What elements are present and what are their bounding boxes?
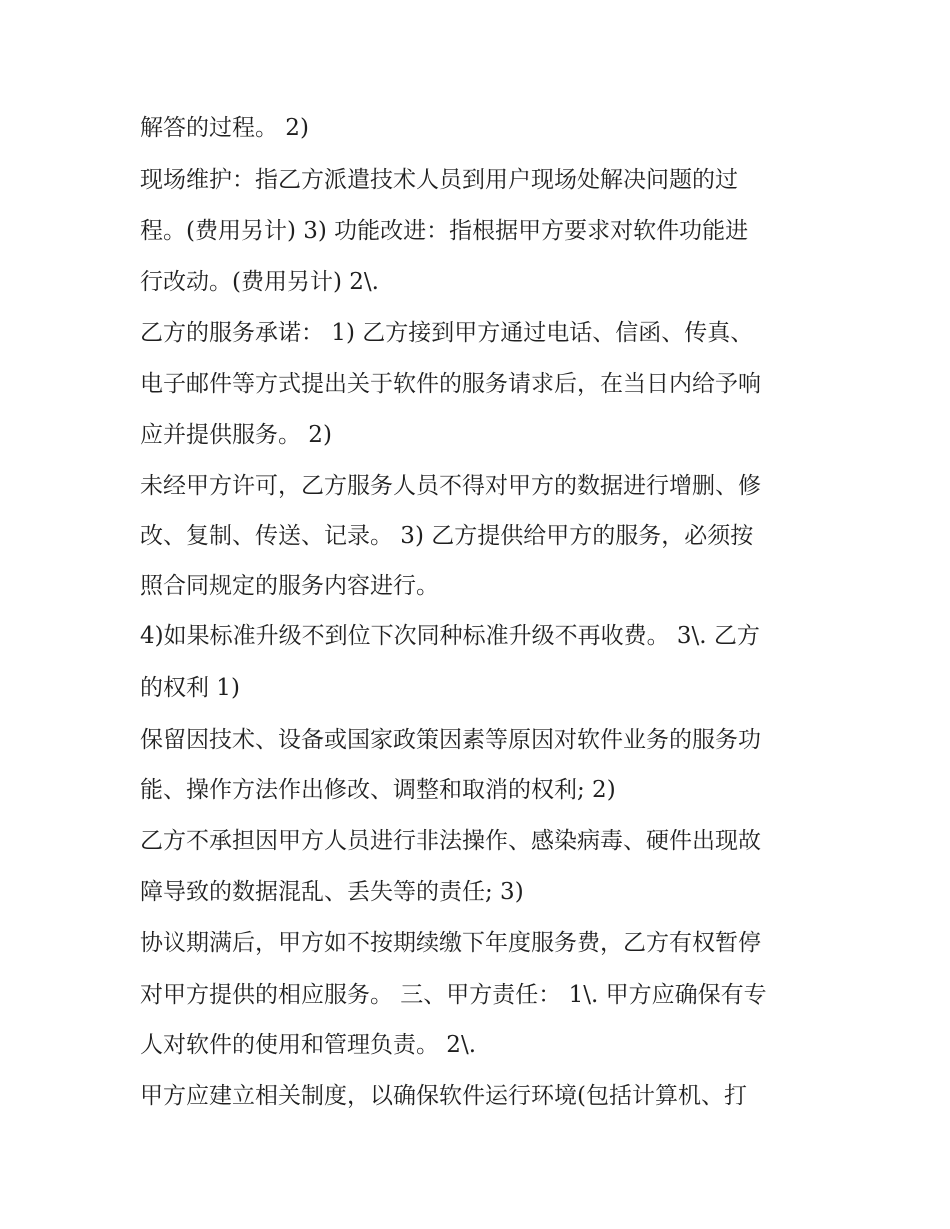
text-line: 照合同规定的服务内容进行。	[140, 573, 439, 599]
text-line: 能、操作方法作出修改、调整和取消的权利; 2)	[140, 777, 616, 803]
text-line: 乙方的服务承诺： 1) 乙方接到甲方通过电话、信函、传真、	[140, 320, 754, 346]
text-line: 电子邮件等方式提出关于软件的服务请求后，在当日内给予响	[140, 371, 761, 397]
text-line: 行改动。(费用另计) 2\.	[140, 269, 379, 295]
text-line: 解答的过程。 2)	[140, 115, 309, 141]
text-line: 现场维护：指乙方派遣技术人员到用户现场处解决问题的过	[140, 167, 738, 193]
text-line: 协议期满后，甲方如不按期续缴下年度服务费，乙方有权暂停	[140, 930, 761, 956]
text-line: 乙方不承担因甲方人员进行非法操作、感染病毒、硬件出现故	[140, 828, 761, 854]
text-line: 甲方应建立相关制度，以确保软件运行环境(包括计算机、打	[140, 1083, 747, 1109]
text-line: 保留因技术、设备或国家政策因素等原因对软件业务的服务功	[140, 727, 761, 753]
text-line: 的权利 1)	[140, 675, 240, 701]
text-line: 4)如果标准升级不到位下次同种标准升级不再收费。 3\. 乙方	[140, 623, 760, 649]
text-line: 未经甲方许可，乙方服务人员不得对甲方的数据进行增删、修	[140, 473, 761, 499]
text-line: 改、复制、传送、记录。 3) 乙方提供给甲方的服务，必须按	[140, 523, 754, 549]
text-line: 程。(费用另计) 3) 功能改进：指根据甲方要求对软件功能进	[140, 218, 749, 244]
text-line: 人对软件的使用和管理负责。 2\.	[140, 1032, 477, 1058]
text-line: 对甲方提供的相应服务。 三、甲方责任： 1\. 甲方应确保有专	[140, 982, 767, 1008]
text-line: 应并提供服务。 2)	[140, 422, 332, 448]
text-line: 障导致的数据混乱、丢失等的责任; 3)	[140, 879, 524, 905]
